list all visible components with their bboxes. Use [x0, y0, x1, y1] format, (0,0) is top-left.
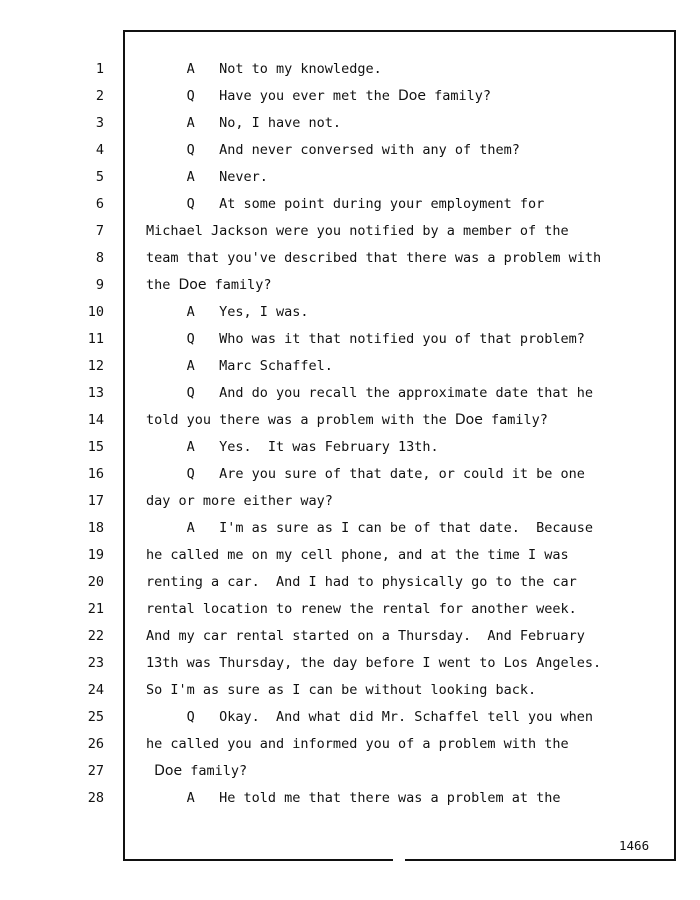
line-text: the	[146, 277, 179, 293]
line-number: 28	[87, 790, 104, 806]
line-number: 27	[87, 763, 104, 779]
page-number: 1466	[619, 838, 650, 853]
transcript-body	[146, 58, 666, 814]
line-text: A Yes, I was.	[146, 304, 309, 320]
line-text: day or more either way?	[146, 493, 333, 509]
line-text: Q Have you ever met the	[146, 88, 398, 104]
redacted-name: Doe	[154, 763, 183, 779]
line-text: Michael Jackson were you notified by a member of the	[146, 223, 569, 239]
transcript-line	[146, 247, 666, 274]
line-number: 9	[95, 277, 104, 293]
line-number: 17	[87, 493, 104, 509]
line-text: family?	[182, 763, 248, 779]
line-number: 13	[87, 385, 104, 401]
line-number: 1	[95, 61, 104, 77]
line-text	[146, 763, 154, 779]
line-number: 19	[87, 547, 104, 563]
transcript-line	[146, 490, 666, 517]
transcript-line	[146, 220, 666, 247]
redacted-name: Doe	[454, 412, 483, 428]
line-number: 22	[87, 628, 104, 644]
transcript-line	[146, 706, 666, 733]
line-text: A Never.	[146, 169, 268, 185]
line-text: And my car rental started on a Thursday. And February	[146, 628, 585, 644]
transcript-line	[146, 166, 666, 193]
line-text: A Yes. It was February 13th.	[146, 439, 439, 455]
line-text: A Marc Schaffel.	[146, 358, 333, 374]
line-number: 5	[95, 169, 104, 185]
line-text: Q Okay. And what did Mr. Schaffel tell you when	[146, 709, 594, 725]
line-text: Q And never conversed with any of them?	[146, 142, 520, 158]
line-text: he called me on my cell phone, and at the time I was	[146, 547, 569, 563]
line-text: family?	[206, 277, 272, 293]
line-number: 10	[87, 304, 104, 320]
line-text: told you there was a problem with the	[146, 412, 455, 428]
transcript-line	[146, 193, 666, 220]
line-text: rental location to renew the rental for another week.	[146, 601, 577, 617]
transcript-line	[146, 328, 666, 355]
line-text: he called you and informed you of a problem with the	[146, 736, 569, 752]
line-number: 25	[87, 709, 104, 725]
line-number: 23	[87, 655, 104, 671]
transcript-line	[146, 787, 666, 814]
line-text: Q And do you recall the approximate date that he	[146, 385, 594, 401]
line-text: 13th was Thursday, the day before I went to Los Angeles.	[146, 655, 602, 671]
redacted-name: Doe	[397, 88, 426, 104]
line-number: 12	[87, 358, 104, 374]
transcript-line	[146, 544, 666, 571]
line-number: 7	[95, 223, 104, 239]
transcript-line	[146, 625, 666, 652]
line-number: 8	[95, 250, 104, 266]
transcript-line	[146, 58, 666, 85]
transcript-line	[146, 652, 666, 679]
line-text: Q Who was it that notified you of that problem?	[146, 331, 585, 347]
line-number: 11	[87, 331, 104, 347]
transcript-line	[146, 733, 666, 760]
bottom-rule	[123, 859, 393, 861]
transcript-line	[146, 139, 666, 166]
transcript-line	[146, 355, 666, 382]
bottom-rule	[405, 859, 676, 861]
line-text: renting a car. And I had to physically go to the car	[146, 574, 577, 590]
transcript-line	[146, 301, 666, 328]
line-number: 14	[87, 412, 104, 428]
line-number: 2	[95, 88, 104, 104]
transcript-line	[146, 382, 666, 409]
line-number: 21	[87, 601, 104, 617]
line-number: 20	[87, 574, 104, 590]
line-text: A No, I have not.	[146, 115, 342, 131]
line-number: 24	[87, 682, 104, 698]
line-number: 26	[87, 736, 104, 752]
line-text: Q At some point during your employment for	[146, 196, 545, 212]
transcript-line	[146, 85, 666, 112]
line-number: 18	[87, 520, 104, 536]
line-number: 16	[87, 466, 104, 482]
transcript-line	[146, 679, 666, 706]
line-number: 4	[95, 142, 104, 158]
transcript-line	[146, 436, 666, 463]
line-number: 3	[95, 115, 104, 131]
line-text: team that you've described that there was a problem with	[146, 250, 602, 266]
transcript-line	[146, 112, 666, 139]
transcript-line	[146, 274, 666, 301]
line-number: 6	[95, 196, 104, 212]
line-text: A He told me that there was a problem at the	[146, 790, 561, 806]
transcript-line	[146, 463, 666, 490]
transcript-line	[146, 760, 666, 787]
line-text: A I'm as sure as I can be of that date. Because	[146, 520, 594, 536]
line-number: 15	[87, 439, 104, 455]
transcript-line	[146, 598, 666, 625]
transcript-line	[146, 409, 666, 436]
line-text: So I'm as sure as I can be without looking back.	[146, 682, 537, 698]
line-text: A Not to my knowledge.	[146, 61, 382, 77]
line-text: family?	[425, 88, 491, 104]
redacted-name: Doe	[178, 277, 207, 293]
transcript-line	[146, 571, 666, 598]
line-number-column	[0, 58, 104, 814]
line-text: family?	[482, 412, 548, 428]
transcript-line	[146, 517, 666, 544]
line-text: Q Are you sure of that date, or could it be one	[146, 466, 585, 482]
